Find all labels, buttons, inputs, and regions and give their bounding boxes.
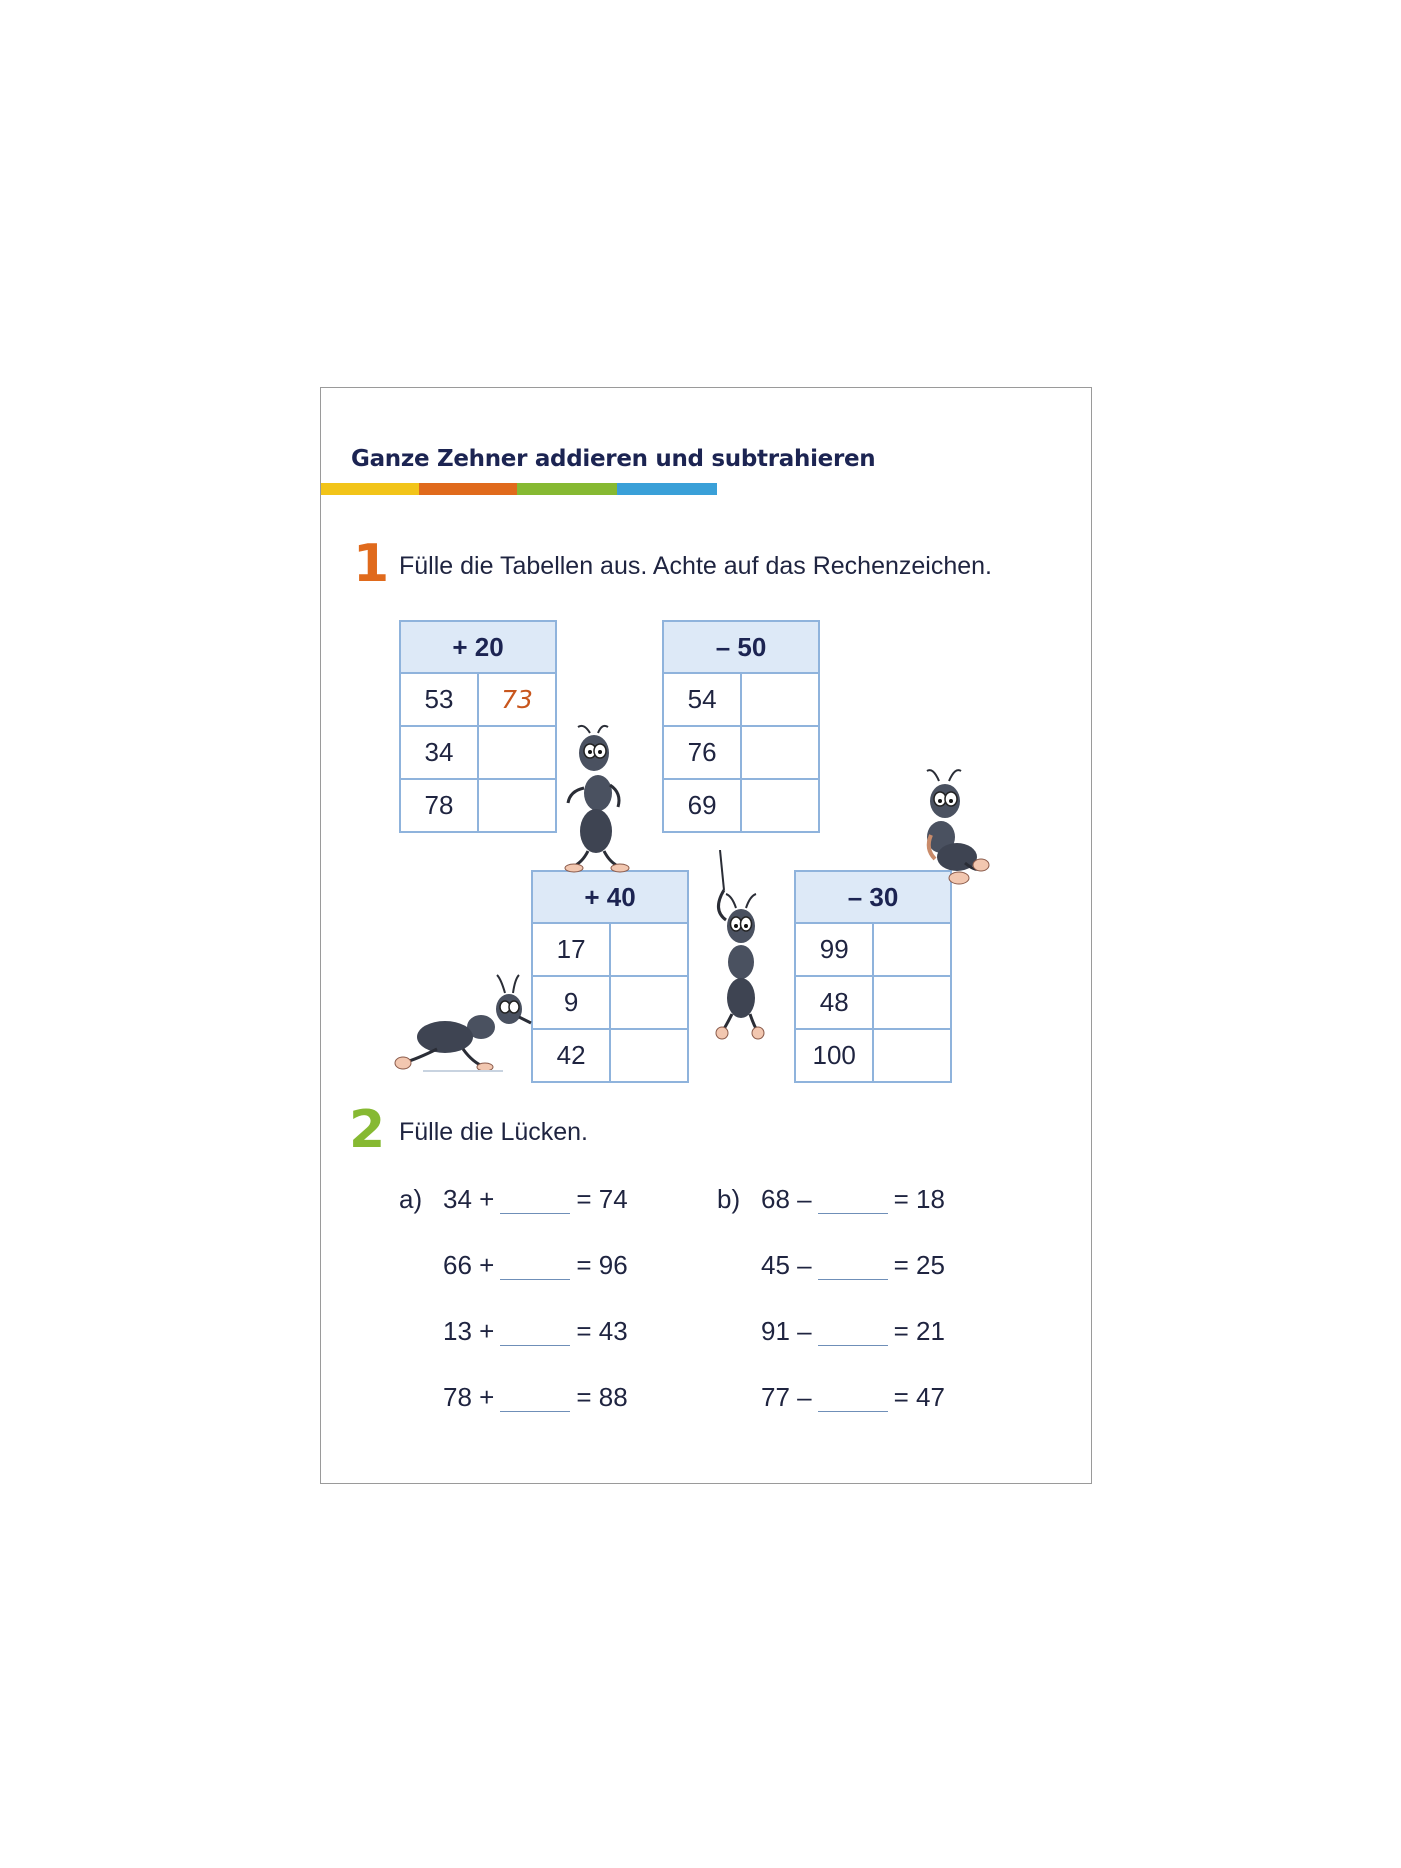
table-answer-cell[interactable] [741, 779, 819, 832]
color-stripe-orange [419, 483, 519, 495]
table-input: 48 [795, 976, 873, 1029]
table-answer-cell[interactable] [873, 923, 951, 976]
table-answer-cell[interactable] [610, 923, 688, 976]
table-answer-cell[interactable] [741, 726, 819, 779]
equation-right: = 43 [576, 1316, 628, 1346]
table-answer-cell[interactable] [873, 1029, 951, 1082]
equation-left: 77 – [761, 1382, 812, 1412]
answer-blank[interactable] [818, 1193, 888, 1214]
equation-row [443, 1382, 628, 1413]
table-operator: – 50 [663, 621, 819, 673]
ant-hanging-illustration [706, 850, 776, 1040]
equation-right: = 25 [893, 1250, 945, 1280]
table-input: 9 [532, 976, 610, 1029]
table-operator: + 20 [400, 621, 556, 673]
part-a-label: a) [399, 1184, 423, 1214]
answer-blank[interactable] [500, 1259, 570, 1280]
table-operator: + 40 [532, 871, 688, 923]
task-1-instruction: Fülle die Tabellen aus. Achte auf das Rechenzeichen. [399, 552, 992, 580]
table-input: 69 [663, 779, 741, 832]
equation-row [443, 1184, 628, 1215]
task-1-number: 1 [353, 534, 390, 594]
equation-left: 13 + [443, 1316, 495, 1346]
table-input: 54 [663, 673, 741, 726]
equation-row [761, 1316, 945, 1347]
equation-row [761, 1184, 945, 1215]
table-answer-cell[interactable] [610, 976, 688, 1029]
equation-row [443, 1250, 628, 1281]
table-input: 42 [532, 1029, 610, 1082]
equation-left: 68 – [761, 1184, 812, 1214]
equation-right: = 21 [893, 1316, 945, 1346]
table-input: 76 [663, 726, 741, 779]
equation-left: 66 + [443, 1250, 495, 1280]
page-title: Ganze Zehner addieren und subtrahieren [351, 446, 876, 472]
equation-left: 91 – [761, 1316, 812, 1346]
equation-row [443, 1316, 628, 1347]
ant-standing-illustration [564, 723, 636, 873]
ant-sitting-illustration [911, 763, 991, 893]
task-2-instruction: Fülle die Lücken. [399, 1118, 589, 1146]
equation-right: = 96 [576, 1250, 628, 1280]
table-minus-50 [662, 620, 820, 833]
table-input: 34 [400, 726, 478, 779]
answer-blank[interactable] [500, 1193, 570, 1214]
table-operator: – 30 [795, 871, 951, 923]
color-stripe-green [517, 483, 619, 495]
answer-blank[interactable] [500, 1325, 570, 1346]
table-answer-cell[interactable] [741, 673, 819, 726]
table-answer-cell[interactable] [610, 1029, 688, 1082]
table-plus-20 [399, 620, 557, 833]
table-input: 99 [795, 923, 873, 976]
answer-blank[interactable] [818, 1259, 888, 1280]
table-input: 53 [400, 673, 478, 726]
table-input: 17 [532, 923, 610, 976]
equation-right: = 74 [576, 1184, 628, 1214]
table-answer-cell[interactable] [873, 976, 951, 1029]
task-2-number: 2 [349, 1100, 386, 1160]
table-answer[interactable]: 73 [478, 673, 556, 726]
equation-left: 34 + [443, 1184, 495, 1214]
equation-left: 78 + [443, 1382, 495, 1412]
equation-right: = 18 [893, 1184, 945, 1214]
equation-row [761, 1250, 945, 1281]
ant-pushing-illustration [393, 963, 533, 1073]
equation-left: 45 – [761, 1250, 812, 1280]
table-answer-cell[interactable] [478, 779, 556, 832]
equation-row [761, 1382, 945, 1413]
color-stripe-blue [617, 483, 717, 495]
table-input: 78 [400, 779, 478, 832]
answer-blank[interactable] [818, 1391, 888, 1412]
table-input: 100 [795, 1029, 873, 1082]
equation-right: = 88 [576, 1382, 628, 1412]
table-answer-cell[interactable] [478, 726, 556, 779]
table-minus-30 [794, 870, 952, 1083]
answer-blank[interactable] [818, 1325, 888, 1346]
answer-blank[interactable] [500, 1391, 570, 1412]
worksheet-page [320, 387, 1092, 1484]
part-b-label: b) [717, 1184, 741, 1214]
color-stripe-yellow [321, 483, 421, 495]
equation-right: = 47 [893, 1382, 945, 1412]
table-plus-40 [531, 870, 689, 1083]
